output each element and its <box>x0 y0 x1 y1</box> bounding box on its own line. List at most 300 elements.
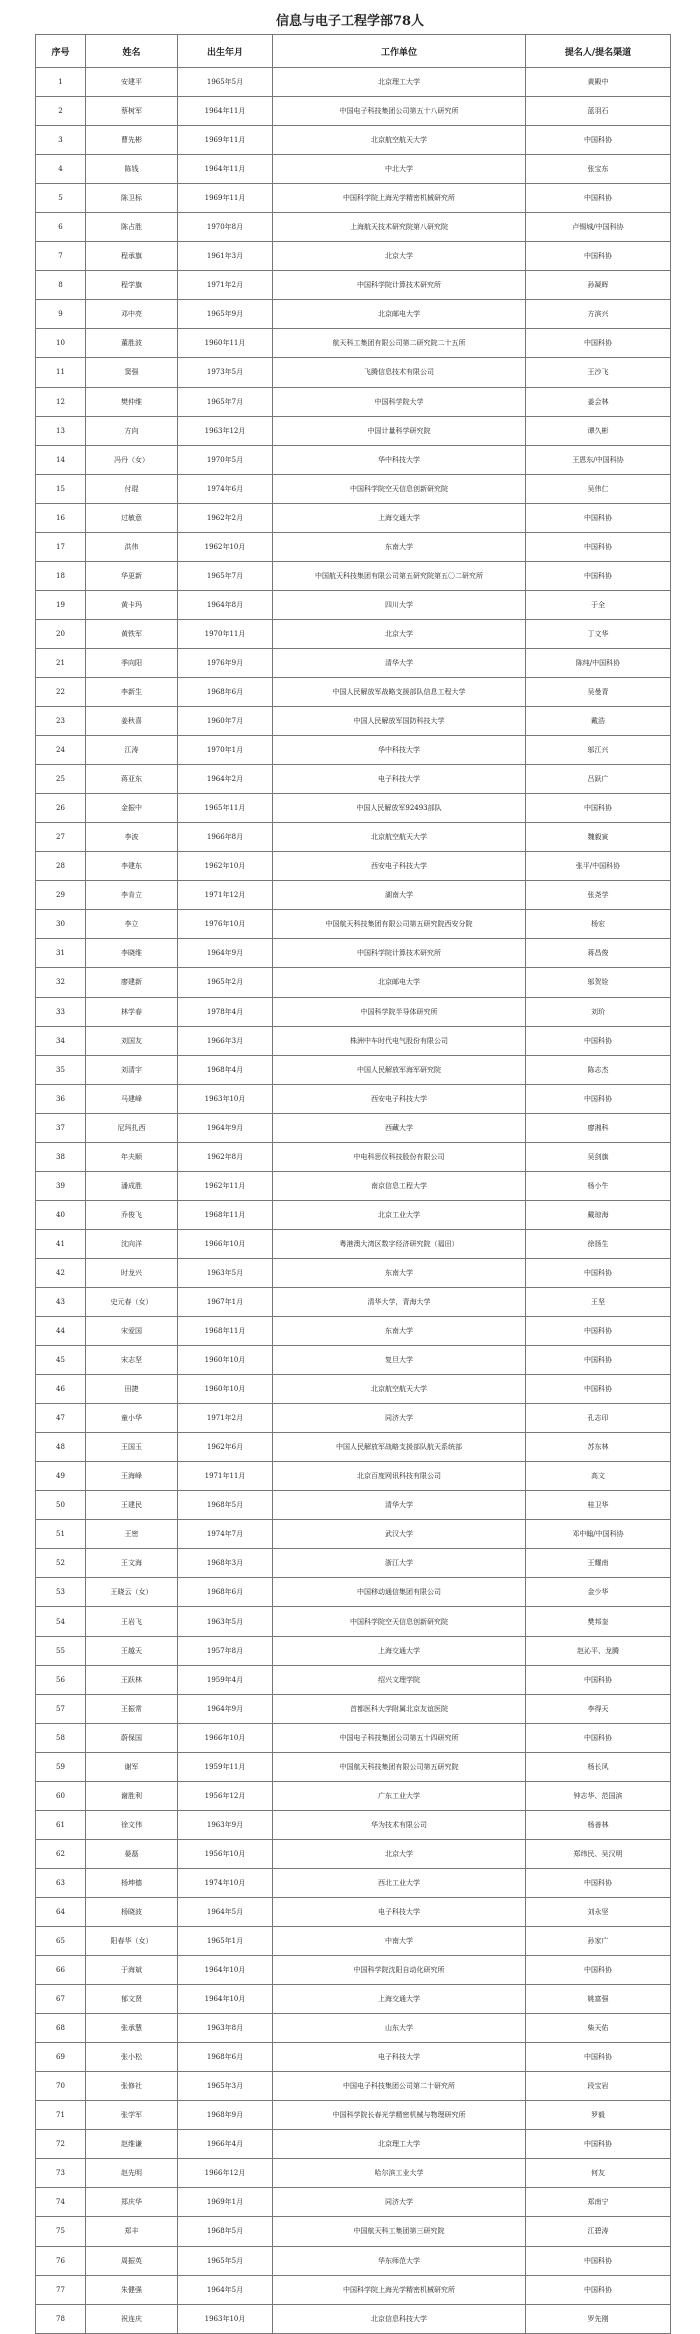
cell-nominator: 杨宏 <box>526 910 671 939</box>
cell-birth: 1970年8月 <box>178 213 273 242</box>
cell-nominator: 中国科协 <box>526 1723 671 1752</box>
cell-workplace: 航天科工集团有限公司第二研究院二十五所 <box>273 329 526 358</box>
cell-nominator: 张宝东 <box>526 155 671 184</box>
table-row <box>36 97 671 126</box>
cell-name: 谢胜利 <box>86 1781 178 1810</box>
table-row <box>36 1607 671 1636</box>
cell-nominator: 樊邦奎 <box>526 1607 671 1636</box>
cell-workplace: 湖南大学 <box>273 881 526 910</box>
cell-nominator: 江碧涛 <box>526 2217 671 2246</box>
cell-birth: 1964年10月 <box>178 1985 273 2014</box>
cell-no: 50 <box>36 1491 86 1520</box>
cell-name: 张修社 <box>86 2072 178 2101</box>
cell-no: 45 <box>36 1346 86 1375</box>
cell-no: 22 <box>36 677 86 706</box>
cell-birth: 1956年12月 <box>178 1781 273 1810</box>
cell-name: 林学春 <box>86 997 178 1026</box>
cell-no: 16 <box>36 503 86 532</box>
cell-name: 李肯立 <box>86 881 178 910</box>
cell-name: 窦强 <box>86 358 178 387</box>
cell-nominator: 中国科协 <box>526 1084 671 1113</box>
cell-nominator: 邬贺铨 <box>526 968 671 997</box>
cell-no: 15 <box>36 474 86 503</box>
cell-workplace: 中南大学 <box>273 1927 526 1956</box>
cell-name: 宋志坚 <box>86 1346 178 1375</box>
cell-workplace: 中国科学院计算技术研究所 <box>273 271 526 300</box>
cell-nominator: 中国科协 <box>526 2246 671 2275</box>
cell-workplace: 上海交通大学 <box>273 503 526 532</box>
cell-no: 31 <box>36 939 86 968</box>
cell-birth: 1974年6月 <box>178 474 273 503</box>
table-row <box>36 1026 671 1055</box>
cell-nominator: 戴琼海 <box>526 1200 671 1229</box>
cell-workplace: 中国计量科学研究院 <box>273 416 526 445</box>
cell-nominator: 金少华 <box>526 1578 671 1607</box>
cell-workplace: 南京信息工程大学 <box>273 1171 526 1200</box>
table-row <box>36 1317 671 1346</box>
cell-name: 朱健强 <box>86 2275 178 2304</box>
cell-name: 张承慧 <box>86 2014 178 2043</box>
table-row <box>36 2043 671 2072</box>
table-row <box>36 1462 671 1491</box>
cell-birth: 1964年5月 <box>178 2275 273 2304</box>
cell-name: 童小华 <box>86 1404 178 1433</box>
cell-birth: 1964年10月 <box>178 1956 273 1985</box>
cell-birth: 1969年1月 <box>178 2188 273 2217</box>
cell-workplace: 中国人民解放军92493部队 <box>273 794 526 823</box>
cell-no: 61 <box>36 1810 86 1839</box>
table-row <box>36 1549 671 1578</box>
table-row <box>36 648 671 677</box>
header-workplace: 工作单位 <box>273 35 526 68</box>
cell-birth: 1964年5月 <box>178 1897 273 1926</box>
cell-no: 18 <box>36 561 86 590</box>
cell-no: 43 <box>36 1287 86 1316</box>
cell-birth: 1968年5月 <box>178 2217 273 2246</box>
cell-nominator: 吴伟仁 <box>526 474 671 503</box>
cell-nominator: 中国科协 <box>526 561 671 590</box>
table-row <box>36 416 671 445</box>
cell-workplace: 上海交通大学 <box>273 1636 526 1665</box>
cell-birth: 1962年8月 <box>178 1142 273 1171</box>
table-row <box>36 939 671 968</box>
cell-birth: 1973年5月 <box>178 358 273 387</box>
cell-birth: 1971年12月 <box>178 881 273 910</box>
cell-workplace: 同济大学 <box>273 2188 526 2217</box>
cell-workplace: 北京信息科技大学 <box>273 2304 526 2333</box>
cell-workplace: 西藏大学 <box>273 1113 526 1142</box>
cell-workplace: 中国人民解放军战略支援部队信息工程大学 <box>273 677 526 706</box>
cell-name: 蔚保国 <box>86 1723 178 1752</box>
cell-no: 60 <box>36 1781 86 1810</box>
cell-birth: 1971年2月 <box>178 1404 273 1433</box>
cell-name: 赵维谦 <box>86 2130 178 2159</box>
cell-nominator: 邓中翰/中国科协 <box>526 1520 671 1549</box>
cell-no: 52 <box>36 1549 86 1578</box>
cell-no: 48 <box>36 1433 86 1462</box>
cell-nominator: 王耀南 <box>526 1549 671 1578</box>
table-row <box>36 1927 671 1956</box>
cell-no: 64 <box>36 1897 86 1926</box>
cell-name: 宋爱国 <box>86 1317 178 1346</box>
cell-nominator: 中国科协 <box>526 2130 671 2159</box>
cell-nominator: 中国科协 <box>526 2275 671 2304</box>
cell-workplace: 华中科技大学 <box>273 736 526 765</box>
cell-birth: 1963年5月 <box>178 1607 273 1636</box>
page-title: 信息与电子工程学部78人 <box>275 14 425 29</box>
cell-birth: 1966年8月 <box>178 823 273 852</box>
table-row <box>36 1578 671 1607</box>
cell-no: 39 <box>36 1171 86 1200</box>
cell-nominator: 中国科协 <box>526 503 671 532</box>
table-row <box>36 2101 671 2130</box>
cell-no: 42 <box>36 1258 86 1287</box>
cell-birth: 1964年2月 <box>178 765 273 794</box>
cell-name: 赵先明 <box>86 2159 178 2188</box>
cell-workplace: 北京理工大学 <box>273 2130 526 2159</box>
cell-workplace: 株洲中车时代电气股份有限公司 <box>273 1026 526 1055</box>
cell-no: 9 <box>36 300 86 329</box>
table-row <box>36 765 671 794</box>
cell-name: 方向 <box>86 416 178 445</box>
table-row <box>36 1520 671 1549</box>
cell-nominator: 谭久彬 <box>526 416 671 445</box>
table-row <box>36 387 671 416</box>
cell-birth: 1964年8月 <box>178 590 273 619</box>
cell-name: 付琨 <box>86 474 178 503</box>
cell-nominator: 姚富强 <box>526 1985 671 2014</box>
cell-no: 17 <box>36 532 86 561</box>
table-row <box>36 1200 671 1229</box>
cell-birth: 1956年10月 <box>178 1839 273 1868</box>
cell-nominator: 赵沁平、龙腾 <box>526 1636 671 1665</box>
cell-nominator: 中国科协 <box>526 1868 671 1897</box>
table-row <box>36 1839 671 1868</box>
cell-nominator: 中国科协 <box>526 1956 671 1985</box>
table-row <box>36 126 671 155</box>
cell-workplace: 电子科技大学 <box>273 1897 526 1926</box>
cell-no: 24 <box>36 736 86 765</box>
cell-birth: 1968年9月 <box>178 2101 273 2130</box>
cell-birth: 1957年8月 <box>178 1636 273 1665</box>
cell-no: 4 <box>36 155 86 184</box>
cell-birth: 1971年2月 <box>178 271 273 300</box>
cell-nominator: 中国科协 <box>526 1317 671 1346</box>
table-row <box>36 1084 671 1113</box>
cell-name: 马建峰 <box>86 1084 178 1113</box>
cell-no: 25 <box>36 765 86 794</box>
cell-workplace: 中国科学院计算技术研究所 <box>273 939 526 968</box>
cell-workplace: 北京航空航天大学 <box>273 126 526 155</box>
cell-birth: 1960年11月 <box>178 329 273 358</box>
cell-birth: 1963年12月 <box>178 416 273 445</box>
cell-nominator: 丁文华 <box>526 619 671 648</box>
cell-workplace: 华为技术有限公司 <box>273 1810 526 1839</box>
cell-birth: 1965年7月 <box>178 561 273 590</box>
table-row <box>36 1055 671 1084</box>
cell-no: 6 <box>36 213 86 242</box>
table-row <box>36 532 671 561</box>
cell-no: 57 <box>36 1694 86 1723</box>
cell-nominator: 吕跃广 <box>526 765 671 794</box>
cell-no: 71 <box>36 2101 86 2130</box>
cell-name: 年夫顺 <box>86 1142 178 1171</box>
cell-nominator: 王坚 <box>526 1287 671 1316</box>
cell-workplace: 中电科思仪科技股份有限公司 <box>273 1142 526 1171</box>
cell-workplace: 飞腾信息技术有限公司 <box>273 358 526 387</box>
table-row <box>36 1229 671 1258</box>
cell-name: 祝连庆 <box>86 2304 178 2333</box>
cell-birth: 1960年10月 <box>178 1375 273 1404</box>
cell-no: 1 <box>36 68 86 97</box>
cell-birth: 1964年9月 <box>178 1694 273 1723</box>
cell-name: 潘成胜 <box>86 1171 178 1200</box>
cell-nominator: 刘永坚 <box>526 1897 671 1926</box>
cell-name: 邓中亮 <box>86 300 178 329</box>
cell-nominator: 郑南宁 <box>526 2188 671 2217</box>
cell-name: 董胜波 <box>86 329 178 358</box>
cell-nominator: 罗先刚 <box>526 2304 671 2333</box>
cell-no: 19 <box>36 590 86 619</box>
cell-name: 王岩飞 <box>86 1607 178 1636</box>
cell-birth: 1963年10月 <box>178 2304 273 2333</box>
cell-nominator: 孙凝晖 <box>526 271 671 300</box>
cell-birth: 1964年11月 <box>178 97 273 126</box>
cell-name: 阳春华（女） <box>86 1927 178 1956</box>
cell-workplace: 北京工业大学 <box>273 1200 526 1229</box>
cell-name: 曹先彬 <box>86 126 178 155</box>
cell-nominator: 桂卫华 <box>526 1491 671 1520</box>
cell-nominator: 王恩东/中国科协 <box>526 445 671 474</box>
cell-birth: 1968年3月 <box>178 1549 273 1578</box>
table-row <box>36 852 671 881</box>
cell-birth: 1965年1月 <box>178 1927 273 1956</box>
cell-nominator: 中国科协 <box>526 794 671 823</box>
cell-workplace: 中北大学 <box>273 155 526 184</box>
cell-nominator: 中国科协 <box>526 1346 671 1375</box>
cell-no: 54 <box>36 1607 86 1636</box>
cell-birth: 1966年12月 <box>178 2159 273 2188</box>
table-row <box>36 213 671 242</box>
cell-workplace: 中国科学院沈阳自动化研究所 <box>273 1956 526 1985</box>
cell-workplace: 中国航天科技集团有限公司第五研究院第五〇二研究所 <box>273 561 526 590</box>
cell-nominator: 张平/中国科协 <box>526 852 671 881</box>
cell-nominator: 廖湘科 <box>526 1113 671 1142</box>
cell-nominator: 中国科协 <box>526 242 671 271</box>
cell-birth: 1962年10月 <box>178 852 273 881</box>
cell-nominator: 陈志杰 <box>526 1055 671 1084</box>
cell-birth: 1969年11月 <box>178 184 273 213</box>
cell-workplace: 中国人民解放军战略支援部队航天系统部 <box>273 1433 526 1462</box>
cell-name: 沈向洋 <box>86 1229 178 1258</box>
table-row <box>36 2130 671 2159</box>
cell-name: 李立 <box>86 910 178 939</box>
cell-workplace: 中国航天科技集团有限公司第五研究院 <box>273 1752 526 1781</box>
cell-birth: 1965年3月 <box>178 2072 273 2101</box>
cell-workplace: 华中科技大学 <box>273 445 526 474</box>
cell-workplace: 中国电子科技集团公司第五十八研究所 <box>273 97 526 126</box>
cell-name: 陈钱 <box>86 155 178 184</box>
cell-no: 78 <box>36 2304 86 2333</box>
header-birth: 出生年月 <box>178 35 273 68</box>
table-row <box>36 503 671 532</box>
cell-workplace: 中国科学院空天信息创新研究院 <box>273 1607 526 1636</box>
cell-no: 40 <box>36 1200 86 1229</box>
table-row <box>36 1346 671 1375</box>
table-row <box>36 707 671 736</box>
cell-no: 29 <box>36 881 86 910</box>
cell-birth: 1966年10月 <box>178 1723 273 1752</box>
cell-birth: 1970年5月 <box>178 445 273 474</box>
table-row <box>36 590 671 619</box>
table-row <box>36 1636 671 1665</box>
table-row <box>36 329 671 358</box>
cell-name: 王跃林 <box>86 1665 178 1694</box>
cell-nominator: 中国科协 <box>526 126 671 155</box>
table-row <box>36 2072 671 2101</box>
cell-birth: 1964年11月 <box>178 155 273 184</box>
cell-birth: 1968年6月 <box>178 2043 273 2072</box>
cell-nominator: 罗毅 <box>526 2101 671 2130</box>
cell-nominator: 杨长风 <box>526 1752 671 1781</box>
cell-no: 5 <box>36 184 86 213</box>
cell-name: 郑庆华 <box>86 2188 178 2217</box>
cell-name: 刘国友 <box>86 1026 178 1055</box>
cell-workplace: 首都医科大学附属北京友谊医院 <box>273 1694 526 1723</box>
cell-birth: 1968年6月 <box>178 677 273 706</box>
cell-name: 廖建新 <box>86 968 178 997</box>
cell-name: 田捷 <box>86 1375 178 1404</box>
cell-workplace: 北京邮电大学 <box>273 968 526 997</box>
cell-workplace: 北京邮电大学 <box>273 300 526 329</box>
cell-name: 张学军 <box>86 2101 178 2130</box>
table-row <box>36 1491 671 1520</box>
cell-workplace: 北京航空航天大学 <box>273 1375 526 1404</box>
table-row <box>36 1985 671 2014</box>
cell-name: 蒋亚东 <box>86 765 178 794</box>
table-row <box>36 1810 671 1839</box>
cell-no: 30 <box>36 910 86 939</box>
table-row <box>36 1665 671 1694</box>
cell-birth: 1963年9月 <box>178 1810 273 1839</box>
cell-name: 江涛 <box>86 736 178 765</box>
cell-nominator: 中国科协 <box>526 532 671 561</box>
table-row <box>36 184 671 213</box>
cell-workplace: 电子科技大学 <box>273 765 526 794</box>
cell-nominator: 徐扬生 <box>526 1229 671 1258</box>
table-row <box>36 1258 671 1287</box>
cell-no: 33 <box>36 997 86 1026</box>
cell-nominator: 段宝岩 <box>526 2072 671 2101</box>
cell-name: 王国玉 <box>86 1433 178 1462</box>
cell-no: 47 <box>36 1404 86 1433</box>
cell-birth: 1961年3月 <box>178 242 273 271</box>
cell-birth: 1966年10月 <box>178 1229 273 1258</box>
table-row <box>36 794 671 823</box>
cell-nominator: 中国科协 <box>526 329 671 358</box>
cell-name: 洪伟 <box>86 532 178 561</box>
cell-name: 冯丹（女） <box>86 445 178 474</box>
cell-workplace: 上海交通大学 <box>273 1985 526 2014</box>
cell-no: 8 <box>36 271 86 300</box>
cell-name: 过敏意 <box>86 503 178 532</box>
cell-no: 66 <box>36 1956 86 1985</box>
table-header-row <box>36 35 671 68</box>
cell-nominator: 中国科协 <box>526 1375 671 1404</box>
table-row <box>36 736 671 765</box>
cell-no: 26 <box>36 794 86 823</box>
cell-name: 季向阳 <box>86 648 178 677</box>
table-row <box>36 1404 671 1433</box>
cell-no: 10 <box>36 329 86 358</box>
cell-nominator: 李得天 <box>526 1694 671 1723</box>
cell-birth: 1965年2月 <box>178 968 273 997</box>
cell-nominator: 苏东林 <box>526 1433 671 1462</box>
cell-no: 53 <box>36 1578 86 1607</box>
cell-birth: 1969年11月 <box>178 126 273 155</box>
cell-nominator: 柴天佑 <box>526 2014 671 2043</box>
cell-name: 于海斌 <box>86 1956 178 1985</box>
table-row <box>36 1375 671 1404</box>
table-row <box>36 1113 671 1142</box>
table-row <box>36 2217 671 2246</box>
cell-workplace: 电子科技大学 <box>273 2043 526 2072</box>
cell-nominator: 邬江兴 <box>526 736 671 765</box>
cell-nominator: 钟志华、范国滨 <box>526 1781 671 1810</box>
cell-birth: 1974年7月 <box>178 1520 273 1549</box>
cell-birth: 1960年7月 <box>178 707 273 736</box>
table-row <box>36 1723 671 1752</box>
cell-birth: 1968年11月 <box>178 1317 273 1346</box>
cell-name: 晏磊 <box>86 1839 178 1868</box>
cell-birth: 1962年2月 <box>178 503 273 532</box>
table-row <box>36 1897 671 1926</box>
table-row <box>36 2188 671 2217</box>
cell-name: 尼玛扎西 <box>86 1113 178 1142</box>
cell-workplace: 哈尔滨工业大学 <box>273 2159 526 2188</box>
cell-nominator: 中国科协 <box>526 2043 671 2072</box>
cell-workplace: 清华大学 <box>273 1491 526 1520</box>
cell-no: 59 <box>36 1752 86 1781</box>
cell-name: 金振中 <box>86 794 178 823</box>
cell-nominator: 杨小牛 <box>526 1171 671 1200</box>
cell-birth: 1966年4月 <box>178 2130 273 2159</box>
cell-nominator: 吴剑旗 <box>526 1142 671 1171</box>
cell-no: 23 <box>36 707 86 736</box>
cell-birth: 1974年10月 <box>178 1868 273 1897</box>
cell-nominator: 中国科协 <box>526 184 671 213</box>
cell-name: 程承旗 <box>86 242 178 271</box>
cell-nominator: 何友 <box>526 2159 671 2188</box>
cell-no: 34 <box>36 1026 86 1055</box>
cell-birth: 1962年6月 <box>178 1433 273 1462</box>
cell-name: 姜秋喜 <box>86 707 178 736</box>
cell-no: 72 <box>36 2130 86 2159</box>
cell-no: 73 <box>36 2159 86 2188</box>
member-table <box>35 34 671 2334</box>
cell-no: 70 <box>36 2072 86 2101</box>
cell-nominator: 杨善林 <box>526 1810 671 1839</box>
cell-no: 62 <box>36 1839 86 1868</box>
cell-no: 49 <box>36 1462 86 1491</box>
cell-workplace: 上海航天技术研究院第八研究院 <box>273 213 526 242</box>
cell-nominator: 戴浩 <box>526 707 671 736</box>
cell-birth: 1965年5月 <box>178 2246 273 2275</box>
cell-no: 56 <box>36 1665 86 1694</box>
cell-nominator: 方滨兴 <box>526 300 671 329</box>
cell-name: 王密 <box>86 1520 178 1549</box>
cell-workplace: 山东大学 <box>273 2014 526 2043</box>
